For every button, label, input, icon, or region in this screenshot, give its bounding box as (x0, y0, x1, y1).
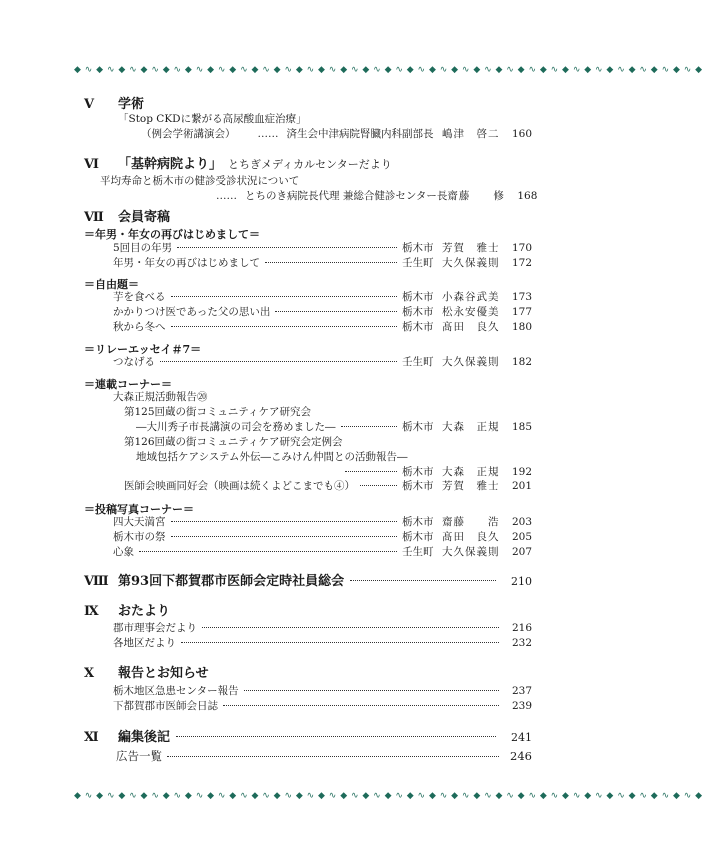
author-name: 大森 正規 (442, 466, 500, 478)
toc-entry (113, 256, 532, 271)
article-title: 栃木地区急患センター報告 (113, 685, 239, 697)
page-number: 160 (511, 128, 532, 140)
article-title: 医師会映画同好会（映画は続くよどこまでも④） (124, 480, 355, 492)
section-number: Ⅴ (84, 97, 95, 112)
section-number: Ⅶ (84, 210, 104, 225)
bottom-ornament-border: ◆ ∿ ◆ ∿ ◆ ∿ ◆ ∿ ◆ ∿ ◆ ∿ ◆ ∿ ◆ ∿ ◆ ∿ ◆ ∿ ◆ ∿ ◆ ∿ ◆ ∿ ◆ ∿ ◆ ∿ ◆ ∿ ◆ ∿ ◆ ∿ ◆ ∿ ◆ ∿ ◆ ∿ ◆ ∿ ◆ ∿ ◆ ∿ ◆ ∿ ◆ ∿ ◆ ∿ ◆ ∿ ◆ (74, 791, 703, 801)
category-heading: ＝連載コーナー＝ (84, 378, 172, 391)
section-title: 第93回下都賀郡市医師会定時社員総会 (118, 574, 345, 589)
top-ornament-border: ◆ ∿ ◆ ∿ ◆ ∿ ◆ ∿ ◆ ∿ ◆ ∿ ◆ ∿ ◆ ∿ ◆ ∿ ◆ ∿ ◆ ∿ ◆ ∿ ◆ ∿ ◆ ∿ ◆ ∿ ◆ ∿ ◆ ∿ ◆ ∿ ◆ ∿ ◆ ∿ ◆ ∿ ◆ ∿ ◆ ∿ ◆ ∿ ◆ ∿ ◆ ∿ ◆ ∿ ◆ ∿ ◆ (74, 65, 703, 75)
page-number: 216 (511, 622, 532, 634)
leader-dots (167, 756, 499, 757)
toc-entry (113, 545, 532, 560)
article-title: 下都賀郡市医師会日誌 (113, 700, 218, 712)
author-city: 栃木市 (402, 516, 434, 528)
page-number: 237 (511, 685, 532, 697)
section-title: おたより (118, 604, 171, 619)
leader-dots (275, 311, 397, 312)
series-title: 大森正規活動報告⑳ (113, 391, 208, 403)
section-v-heading (84, 93, 144, 112)
category-heading: ＝自由題＝ (84, 278, 139, 291)
toc-entry (113, 305, 532, 320)
leader-dots (171, 296, 398, 297)
article-title: 秋から冬へ (113, 321, 166, 333)
toc-entry (340, 465, 532, 480)
page-number: 232 (511, 637, 532, 649)
article-title: 郡市理事会だより (113, 622, 197, 634)
toc-entry (116, 749, 532, 764)
author-city: 壬生町 (402, 257, 434, 269)
article-title: 「Stop CKDに繋がる高尿酸血症治療」 (118, 113, 307, 125)
author-city: 栃木市 (402, 466, 434, 478)
author-city: 栃木市 (402, 306, 434, 318)
author-city: 壬生町 (402, 546, 434, 558)
leader-dots (171, 521, 398, 522)
page-number: 170 (511, 242, 532, 254)
toc-entry (113, 621, 532, 636)
section-ix-heading (84, 600, 170, 619)
leader-dots (223, 705, 499, 706)
leader-dots (171, 326, 398, 327)
toc-entry (113, 684, 532, 699)
leader-dots (176, 736, 496, 737)
section-title: 学術 (118, 97, 145, 112)
article-title: 年男・年女の再びはじめまして (113, 257, 260, 269)
category-heading: ＝リレーエッセイ＃7＝ (84, 343, 202, 356)
article-title: 平均寿命と栃木市の健診受診状況について (100, 175, 300, 187)
article-subtitle: （例会学術講演会） (141, 128, 236, 140)
page-number: 210 (511, 575, 532, 588)
page-number: 168 (517, 190, 538, 202)
section-subtitle: とちぎメディカルセンターだより (228, 158, 392, 171)
section-number: Ⅹ (84, 666, 95, 681)
author-name: 芳賀 雅士 (442, 242, 500, 254)
author-city: 栃木市 (402, 480, 434, 492)
section-number: Ⅸ (84, 604, 99, 619)
section-number: Ⅷ (84, 574, 109, 589)
leader-dots (160, 361, 397, 362)
page-number: 239 (511, 700, 532, 712)
author-name: 大森 正規 (442, 421, 500, 433)
author-city: 壬生町 (402, 356, 434, 368)
article-title: 心象 (113, 546, 134, 558)
leader-dots (139, 551, 397, 552)
page-number: 180 (511, 321, 532, 333)
page-number: 246 (510, 749, 532, 763)
page-number: 203 (511, 516, 532, 528)
article-title: 四大天満宮 (113, 516, 166, 528)
article-title: 第125回蔵の街コミュニティケア研究会 (124, 406, 311, 418)
author-name: 髙田 良久 (442, 321, 500, 333)
author-name: 大久保義則 (442, 257, 500, 269)
toc-entry (113, 515, 532, 530)
page-number: 185 (511, 421, 532, 433)
section-number: Ⅵ (84, 157, 99, 172)
page-number: 173 (511, 291, 532, 303)
leader-dots (171, 536, 398, 537)
toc-entry (113, 355, 532, 370)
page-number: 177 (511, 306, 532, 318)
author-name: 齋藤 修 (447, 190, 505, 202)
toc-entry (113, 636, 532, 651)
leader-dots (244, 690, 499, 691)
page-number: 241 (511, 731, 532, 744)
author-city: 栃木市 (402, 531, 434, 543)
leader-dots (177, 247, 397, 248)
article-title: 5回目の年男 (113, 242, 173, 254)
article-title: 各地区だより (113, 637, 176, 649)
author-name: 大久保義則 (442, 546, 500, 558)
leader-dots (181, 642, 499, 643)
leader-dots (360, 485, 397, 486)
article-title: 広告一覧 (116, 749, 162, 763)
author-name: 芳賀 雅士 (442, 480, 500, 492)
toc-entry (136, 420, 532, 435)
toc-entry (216, 189, 538, 204)
section-title: 報告とお知らせ (118, 666, 209, 681)
article-subtitle: 地域包括ケアシステム外伝―こみけん仲間との活動報告― (136, 451, 408, 463)
author-name: 髙田 良久 (442, 531, 500, 543)
section-vi-heading (84, 153, 392, 172)
page-number: 201 (511, 480, 532, 492)
author-name: 嶋津 啓二 (442, 128, 500, 140)
author-name: 齋藤 浩 (442, 516, 500, 528)
author-name: 松永安優美 (442, 306, 500, 318)
leader-dots (350, 580, 496, 581)
section-title: 編集後記 (118, 730, 171, 745)
toc-entry (124, 479, 532, 494)
article-title: かかりつけ医であった父の思い出 (113, 306, 271, 318)
section-number: Ⅺ (84, 730, 99, 745)
page-number: 172 (511, 257, 532, 269)
section-vii-heading (84, 206, 170, 225)
leader-dots (341, 426, 398, 427)
article-subtitle: ―大川秀子市長講演の司会を務めました― (136, 421, 336, 433)
page-number: 182 (511, 356, 532, 368)
leader-dots (202, 627, 499, 628)
category-heading: ＝年男・年女の再びはじめまして＝ (84, 228, 260, 241)
toc-entry (113, 241, 532, 256)
article-title: 第126回蔵の街コミュニティケア研究会定例会 (124, 436, 343, 448)
leader-dots (345, 471, 397, 472)
section-xi-heading (84, 726, 532, 744)
category-heading: ＝投稿写真コーナー＝ (84, 503, 194, 516)
author-city: 栃木市 (402, 321, 434, 333)
author-city: 栃木市 (402, 242, 434, 254)
author-affiliation: とちのき病院長代理 兼総合健診センター長 (245, 190, 448, 202)
article-title: つなげる (113, 356, 155, 368)
page-number: 207 (511, 546, 532, 558)
leader-dots: …… (216, 190, 237, 202)
toc-entry (141, 127, 532, 142)
article-title: 芋を食べる (113, 291, 166, 303)
toc-entry (113, 530, 532, 545)
leader-dots: …… (257, 128, 279, 140)
author-affiliation: 済生会中津病院腎臓内科副部長 (286, 128, 434, 140)
toc-entry (113, 699, 532, 714)
author-city: 栃木市 (402, 291, 434, 303)
article-title: 栃木市の祭 (113, 531, 166, 543)
leader-dots (265, 262, 397, 263)
author-name: 小森谷武美 (442, 291, 500, 303)
toc-entry (113, 290, 532, 305)
section-viii-heading (84, 570, 532, 588)
section-x-heading (84, 662, 209, 681)
toc-entry (113, 320, 532, 335)
page-number: 205 (511, 531, 532, 543)
page-number: 192 (511, 466, 532, 478)
section-title: 会員寄稿 (118, 210, 171, 225)
author-city: 栃木市 (402, 421, 434, 433)
section-title: 「基幹病院より」 (118, 157, 223, 172)
author-name: 大久保義則 (442, 356, 500, 368)
